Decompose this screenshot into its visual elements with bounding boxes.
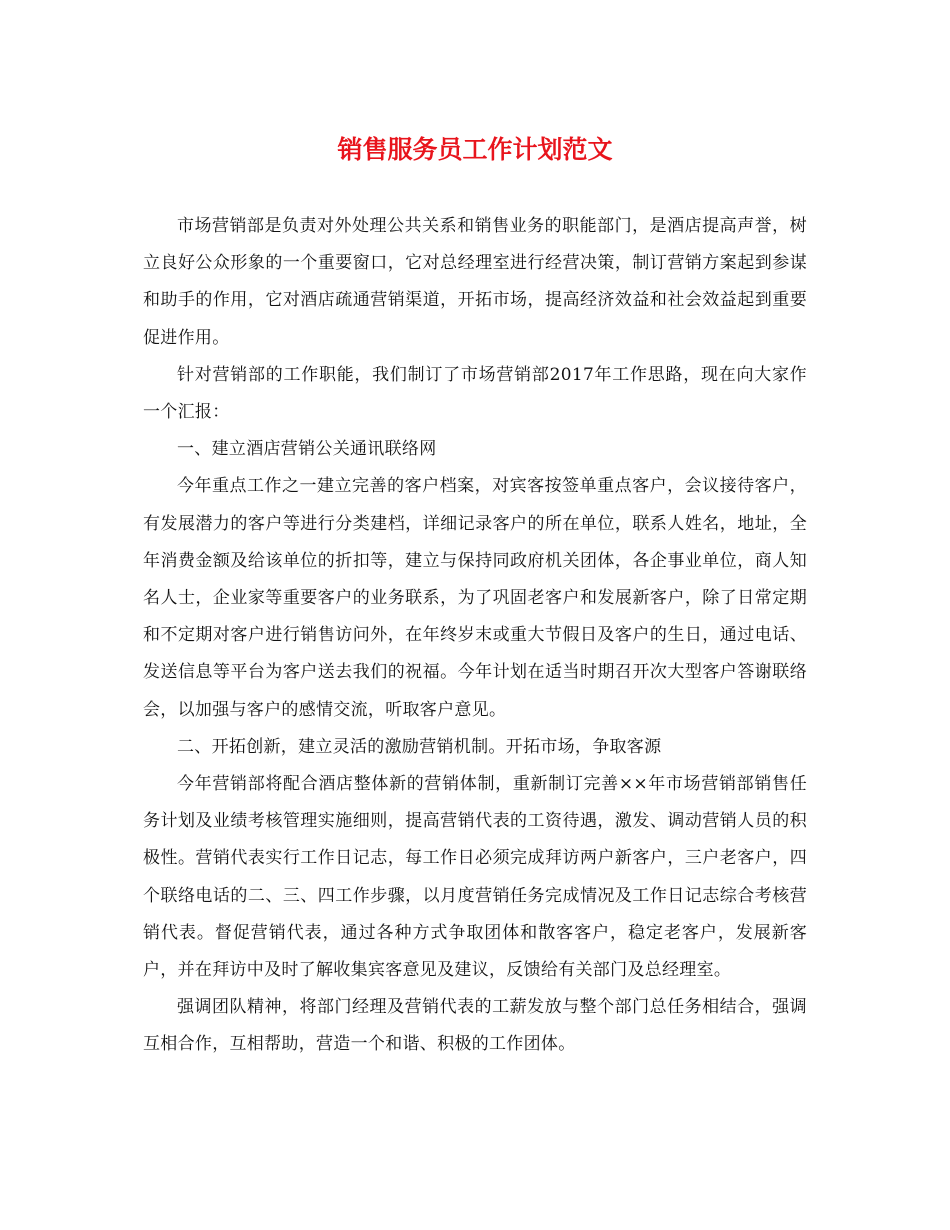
section-heading-2: 二、开拓创新，建立灵活的激励营销机制。开拓市场，争取客源 [177,736,662,757]
paragraph-intro: 市场营销部是负责对外处理公共关系和销售业务的职能部门，是酒店提高声誉，树立良好公众形象的一个重要窗口，它对总经理室进行经营决策，制订营销方案起到参谋和助手的作用，它对酒店疏通营销渠道，开拓市场，提高经济效益和社会效益起到重要促进作用。 [143,216,807,348]
document-body [143,208,807,1064]
paragraph-section-2: 今年营销部将配合酒店整体新的营销体制，重新制订完善××年市场营销部销售任务计划及业绩考核管理实施细则，提高营销代表的工资待遇，激发、调动营销人员的积极性。营销代表实行工作日记志，每工作日必须完成拜访两户新客户，三户老客户，四个联络电话的二、三、四工作步骤，以月度营销任务完成情况及工作日记志综合考核营销代表。督促营销代表，通过各种方式争取团体和散客客户，稳定老客户，发展新客户，并在拜访中及时了解收集宾客意见及建议，反馈给有关部门及总经理室。 [143,774,807,981]
document-title: 销售服务员工作计划范文 [337,135,613,164]
section-heading-1: 一、建立酒店营销公关通讯联络网 [177,439,437,460]
paragraph-section-1: 今年重点工作之一建立完善的客户档案，对宾客按签单重点客户，会议接待客户，有发展潜力的客户等进行分类建档，详细记录客户的所在单位，联系人姓名，地址，全年消费金额及给该单位的折扣等，建立与保持同政府机关团体，各企事业单位，商人知名人士，企业家等重要客户的业务联系，为了巩固老客户和发展新客户，除了日常定期和不定期对客户进行销售访问外，在年终岁末或重大节假日及客户的生日，通过电话、发送信息等平台为客户送去我们的祝福。今年计划在适当时期召开次大型客户答谢联络会，以加强与客户的感情交流，听取客户意见。 [143,476,807,720]
paragraph-teamwork: 强调团队精神，将部门经理及营销代表的工薪发放与整个部门总任务相结合，强调互相合作，互相帮助，营造一个和谐、积极的工作团体。 [143,997,807,1055]
paragraph-summary: 针对营销部的工作职能，我们制订了市场营销部2017年工作思路，现在向大家作一个汇报： [143,364,807,423]
